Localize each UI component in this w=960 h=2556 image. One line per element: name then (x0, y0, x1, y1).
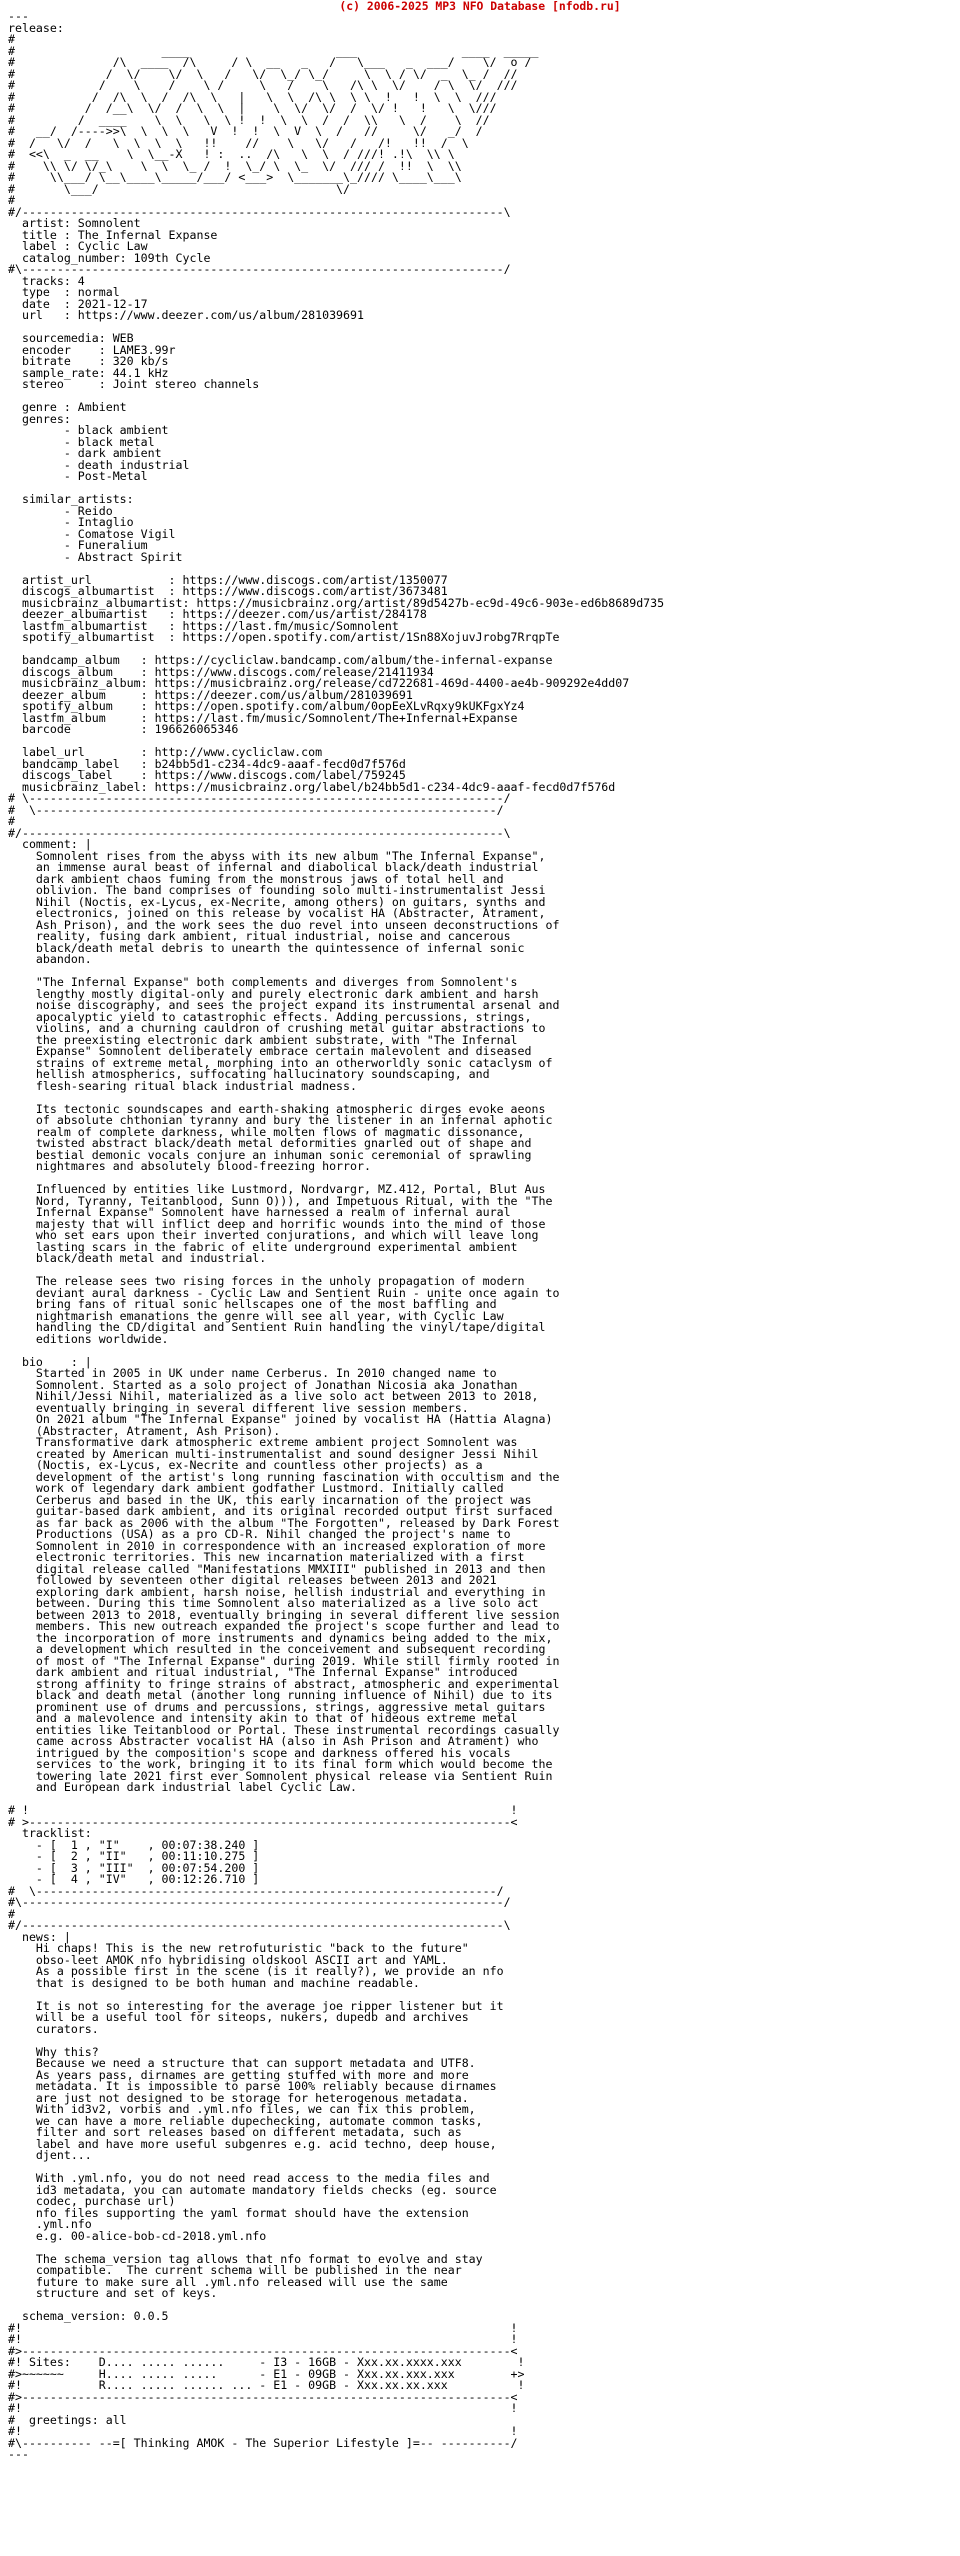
nfo-text-block: --- release: # # ____ ___ ____ _____ # /\ ____ /\ / \ __ _ / \___ _ ___/ \/ o / # / \/ \/ \ / \/ \_/ \_/ \ \ / \/ _ \_ / // # / \ / \ / \ / \ /\ \ \/ / \ \/ /// # / /\ \ / /\ \ | \ \ /\ \ \ \ ! ! \ \ /// # / /__\ \/ / \ \ | \ \/ \/ / \/ ! ! \ \/// # / ____ \ \ \ \ ! ! \ \ / / \\ \ / \ // # __/ /---->>\ \ \ \ V ! ! \ V \ / // \/ _/ / # / \/ / \ \ \ \ !! // \ \/ / /! !! / \ # <<\ _ __ \ \__-X ! : .. /\ \ \ / ///! .!\ \\ \ # \\ \/ \/_\ \ \ \_ / ! \_/ \ \_ \/ /// / !! \ \\ # \\___/ \__\____\_____/___/ <___> \_______\_//// \____\___\ # \___/ \/ # #/---------------------------------------------------------------------\ artist: Somnolent title : The Infernal Expanse label : Cyclic Law catalog_number: 109th Cycle #\---------------------------------------------------------------------/ tracks: 4 type : normal date : 2021-12-17 url : https://www.deezer.com/us/album/281039691 sourcemedia: WEB encoder : LAME3.99r bitrate : 320 kb/s sample_rate: 44.1 kHz stereo : Joint stereo channels genre : Ambient genres: - black ambient - black metal - dark ambient - death industrial - Post-Metal similar_artists: - Reido - Intaglio - Comatose Vigil - Funeralium - Abstract Spirit artist_url : https://www.discogs.com/artist/1350077 discogs_albumartist : https://www.discogs.com/artist/3673481 musicbrainz_albumartist: https://musicbrainz.org/artist/89d5427b-ec9d-49c6-903e-ed6b8689d735 deezer_albumartist : https://deezer.com/us/artist/284178 lastfm_albumartist : https://last.fm/music/Somnolent spotify_albumartist : https://open.spotify.com/artist/1Sn88XojuvJrobg7RrqpTe bandcamp_album : https://cycliclaw.bandcamp.com/album/the-infernal-expanse discogs_album : https://www.discogs.com/release/21411934 musicbrainz_album: https://musicbrainz.org/release/cd722681-469d-4400-ae4b-909292e4dd07 deezer_album : https://deezer.com/us/album/281039691 spotify_album : https://open.spotify.com/album/0opEeXLvRqxy9kUKFgxYz4 lastfm_album : https://last.fm/music/Somnolent/The+Infernal+Expanse barcode : 196626065346 label_url : http://www.cycliclaw.com bandcamp_label : b24bb5d1-c234-4dc9-aaaf-fecd0d7f576d discogs_label : https://www.discogs.com/label/759245 musicbrainz_label: https://musicbrainz.org/label/b24bb5d1-c234-4dc9-aaaf-fecd0d7f576d # \--------------------------------------------------------------------/ # \------------------------------------------------------------------/ # #/---------------------------------------------------------------------\ comment: | Somnolent rises from the abyss with its new album "The Infernal Expanse", an immense aural beast of infernal and diabolical black/death industrial dark ambient chaos fuming from the monstrous jaws of total hell and oblivion. The band comprises of founding solo multi-instrumentalist Jessi Nihil (Noctis, ex-Lycus, ex-Necrite, among others) on guitars, synths and electronics, joined on this release by vocalist HA (Abstracter, Atrament, Ash Prison), and the work sees the duo revel into unseen deconstructions of reality, fusing dark ambient, ritual industrial, noise and cancerous black/death metal debris to unearth the quintessence of infernal sonic abandon. "The Infernal Expanse" both complements and diverges from Somnolent's lengthy mostly digital-only and purely electronic dark ambient and harsh noise discography, and sees the project expand its instrumental arsenal and apocalyptic yield to catastrophic effects. Adding percussions, strings, violins, and a churning cauldron of crushing metal guitar abstractions to the preexisting electronic dark ambient substrate, with "The Infernal Expanse" Somnolent deliberately embrace certain malevolent and diseased strains of extreme metal, morphing into an otherworldly sonic cataclysm of hellish atmospherics, suffocating hallucinatory soundscaping, and flesh-searing ritual black industrial madness. Its tectonic soundscapes and earth-shaking atmospheric dirges evoke aeons of absolute chthonian tyranny and bury the listener in an infernal aphotic realm of complete darkness, while molten flows of magmatic dissonance, twisted abstract black/death metal deformities gnarled out of shape and bestial demonic vocals conjure an inhuman sonic ceremonial of sprawling nightmares and absolutely blood-freezing horror. Influenced by entities like Lustmord, Nordvargr, MZ.412, Portal, Blut Aus Nord, Tyranny, Teitanblood, Sunn O))), and Impetuous Ritual, with the "The Infernal Expanse" Somnolent have harnessed a realm of infernal aural majesty that will inflict deep and horrific wounds into the mind of those who set ears upon their inverted conjurations, and which will leave long lasting scars in the fabric of elite underground experimental ambient black/death metal and industrial. The release sees two rising forces in the unholy propagation of modern deviant aural darkness - Cyclic Law and Sentient Ruin - unite once again to bring fans of ritual sonic hellscapes one of the most baffling and nightmarish emanations the genre will see all year, with Cyclic Law handling the CD/digital and Sentient Ruin handling the vinyl/tape/digital editions worldwide. bio : | Started in 2005 in UK under name Cerberus. In 2010 changed name to Somnolent. Started as a solo project of Jonathan Nicosia aka Jonathan Nihil/Jessi Nihil, materialized as a live solo act between 2013 to 2018, eventually bringing in several different live session members. On 2021 album "The Infernal Expanse" joined by vocalist HA (Hattia Alagna) (Abstracter, Atrament, Ash Prison). Transformative dark atmospheric extreme ambient project Somnolent was created by American multi-instrumentalist and sound designer Jessi Nihil (Noctis, ex-Lycus, ex-Necrite and countless other projects) as a development of the artist's long running fascination with occultism and the work of legendary dark ambient godfather Lustmord. Initially called Cerberus and based in the UK, this early incarnation of the project was guitar-based dark ambient, and its original recorded output first surfaced as far back as 2006 with the album "The Forgotten", released by Dark Forest Productions (USA) as a pro CD-R. Nihil changed the project's name to Somnolent in 2010 in correspondence with an increased exploration of more electronic territories. This new incarnation materialized with a first digital release called "Manifestations MMXIII" published in 2013 and then followed by seventeen other digital releases between 2013 and 2021 exploring dark ambient, harsh noise, hellish industrial and everything in between. During this time Somnolent also materialized as a live solo act between 2013 to 2018, eventually bringing in several different live session members. This new outreach expanded the project's scope further and lead to the incorporation of more instruments and dynamics being added to the mix, a development which resulted in the conceivement and subsequent recording of most of "The Infernal Expanse" during 2019. While still firmly rooted in dark ambient and ritual industrial, "The Infernal Expanse" introduced strong affinity to fringe strains of abstract, atmospheric and experimental black and death metal (another long running influence of Nihil) due to its prominent use of drums and percussions, strings, aggressive metal guitars and a malevolence and intensity akin to that of hideous extreme metal entities like Teitanblood or Portal. These instrumental recordings casually came across Abstracter vocalist HA (also in Ash Prison and Atrament) who intrigued by the composition's scope and darkness offered his vocals services to the work, bringing it to its final form which would become the towering late 2021 first ever Somnolent physical release via Sentient Ruin and European dark industrial label Cyclic Law. # ! ! # >---------------------------------------------------------------------< tracklist: - [ 1 , "I" , 00:07:38.240 ] - [ 2 , "II" , 00:11:10.275 ] - [ 3 , "III" , 00:07:54.200 ] - [ 4 , "IV" , 00:12:26.710 ] # \------------------------------------------------------------------/ #\---------------------------------------------------------------------/ # #/---------------------------------------------------------------------\ news: | Hi chaps! This is the new retrofuturistic "back to the future" obso-leet AMOK nfo hybridising oldskool ASCII art and YAML. As a possible first in the scene (is it really?), we provide an nfo that is designed to be both human and machine readable. It is not so interesting for the average joe ripper listener but it will be a useful tool for siteops, nukers, dupedb and archives curators. Why this? Because we need a structure that can support metadata and UTF8. As years pass, dirnames are getting stuffed with more and more metadata. It is impossible to parse 100% reliably because dirnames are just not designed to be storage for heterogenous metadata. With id3v2, vorbis and .yml.nfo files, we can fix this problem, we can have a more reliable dupechecking, automate common tasks, filter and sort releases based on different metadata, such as label and have more useful subgenres e.g. acid techno, deep house, djent... With .yml.nfo, you do not need read access to the media files and id3 metadata, you can automate mandatory fields checks (eg. source codec, purchase url) nfo files supporting the yaml format should have the extension .yml.nfo e.g. 00-alice-bob-cd-2018.yml.nfo The schema_version tag allows that nfo format to evolve and stay compatible. The current schema will be published in the near future to make sure all .yml.nfo released will use the same structure and set of keys. schema_version: 0.0.5 #! ! #! ! #>----------------------------------------------------------------------< #! Sites: D.... ..... ...... - I3 - 16GB - Xxx.xx.xxxx.xxx ! #>~~~~~~ H.... ..... ..... - E1 - 09GB - Xxx.xx.xxx.xxx +> #! R.... ..... ...... ... - E1 - 09GB - Xxx.xx.xx.xxx ! #>----------------------------------------------------------------------< #! ! # greetings: all #! ! #\---------- --=[ Thinking AMOK - The Superior Lifestyle ]=-- ----------/ --- (8, 9, 665, 2461)
site-header-title: (c) 2006-2025 MP3 NFO Database [nfodb.ru] (339, 0, 621, 13)
